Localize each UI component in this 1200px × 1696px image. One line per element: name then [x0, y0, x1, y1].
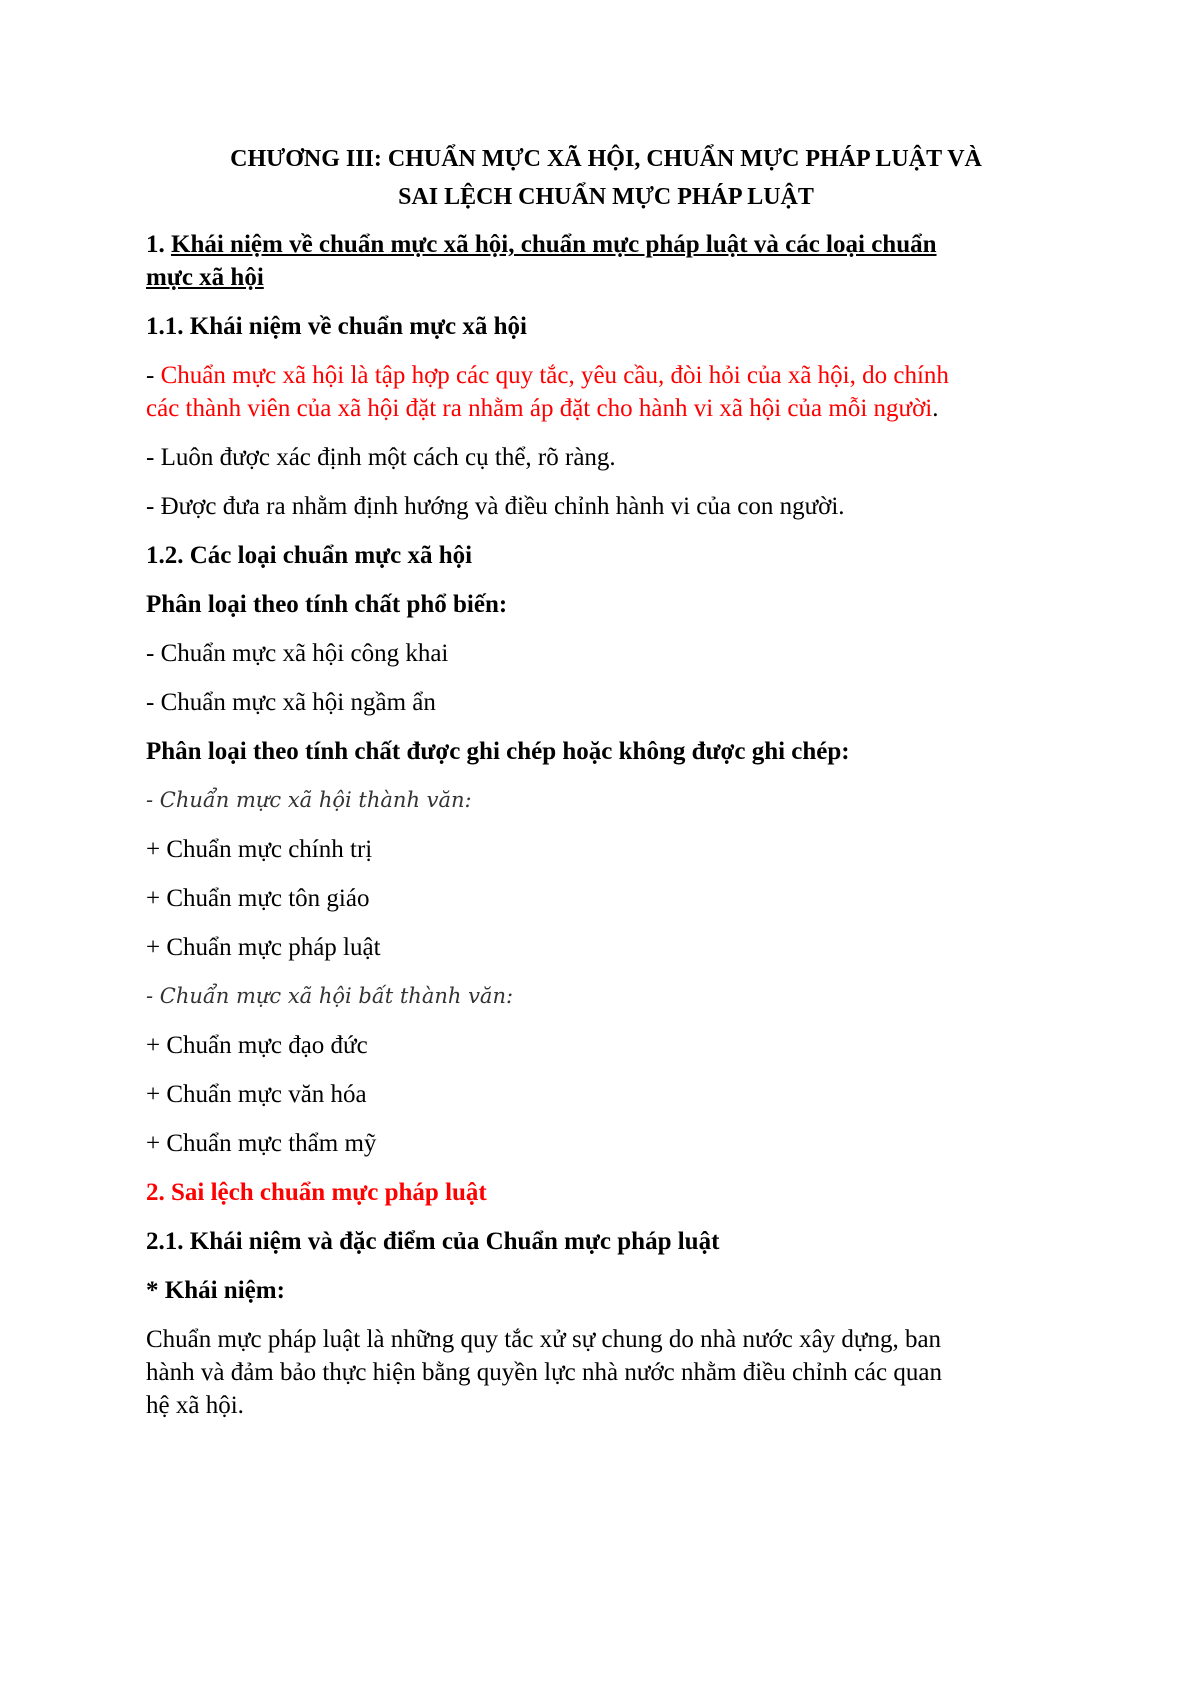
list-item: + Chuẩn mực chính trị [146, 836, 373, 863]
list-item: - Chuẩn mực xã hội ngầm ẩn [146, 689, 436, 716]
document-content [146, 140, 1066, 1422]
definition-paragraph [146, 359, 1066, 425]
concept-paragraph [146, 1323, 1066, 1422]
section-1-heading-line-1: Khái niệm về chuẩn mực xã hội, chuẩn mực pháp luật và các loại chuẩn [171, 231, 937, 258]
list-item: + Chuẩn mực văn hóa [146, 1081, 367, 1108]
section-1-2-heading: 1.2. Các loại chuẩn mực xã hội [146, 542, 473, 569]
written-norms-label: - Chuẩn mực xã hội thành văn: [146, 788, 472, 812]
definition-line-1: Chuẩn mực xã hội là tập hợp các quy tắc, yêu cầu, đòi hỏi của xã hội, do chính [160, 362, 949, 389]
unwritten-norms-label: - Chuẩn mực xã hội bất thành văn: [146, 984, 514, 1008]
list-item: + Chuẩn mực pháp luật [146, 934, 381, 961]
section-1-heading-line-2: mực xã hội [146, 264, 264, 291]
definition-dash: - [146, 362, 161, 389]
list-item: + Chuẩn mực đạo đức [146, 1032, 368, 1059]
concept-label: * Khái niệm: [146, 1277, 285, 1304]
list-item: + Chuẩn mực tôn giáo [146, 885, 370, 912]
bullet-item: - Được đưa ra nhằm định hướng và điều chỉnh hành vi của con người. [146, 493, 845, 520]
bullet-item: - Luôn được xác định một cách cụ thể, rõ ràng. [146, 444, 616, 471]
section-1-1-heading: 1.1. Khái niệm về chuẩn mực xã hội [146, 313, 527, 340]
section-2-1-heading: 2.1. Khái niệm và đặc điểm của Chuẩn mực pháp luật [146, 1228, 720, 1255]
definition-end: . [932, 395, 939, 422]
section-1-number: 1. [146, 231, 171, 258]
concept-paragraph-line: Chuẩn mực pháp luật là những quy tắc xử sự chung do nhà nước xây dựng, ban [146, 1326, 942, 1353]
definition-line-2: các thành viên của xã hội đặt ra nhằm áp đặt cho hành vi xã hội của mỗi người [146, 395, 933, 422]
classification-heading: Phân loại theo tính chất phổ biến: [146, 591, 508, 618]
concept-paragraph-line: hệ xã hội. [146, 1392, 244, 1419]
list-item: - Chuẩn mực xã hội công khai [146, 640, 449, 667]
list-item: + Chuẩn mực thẩm mỹ [146, 1130, 377, 1157]
classification-heading: Phân loại theo tính chất được ghi chép hoặc không được ghi chép: [146, 738, 850, 765]
chapter-title-line-1: CHƯƠNG III: CHUẨN MỰC XÃ HỘI, CHUẨN MỰC PHÁP LUẬT VÀ [230, 146, 982, 172]
chapter-title-line-2: SAI LỆCH CHUẨN MỰC PHÁP LUẬT [398, 184, 814, 210]
chapter-title [146, 140, 1066, 216]
section-1-heading [146, 228, 1066, 294]
section-2-heading: 2. Sai lệch chuẩn mực pháp luật [146, 1179, 487, 1206]
concept-paragraph-line: hành và đảm bảo thực hiện bằng quyền lực nhà nước nhằm điều chỉnh các quan [146, 1359, 942, 1386]
